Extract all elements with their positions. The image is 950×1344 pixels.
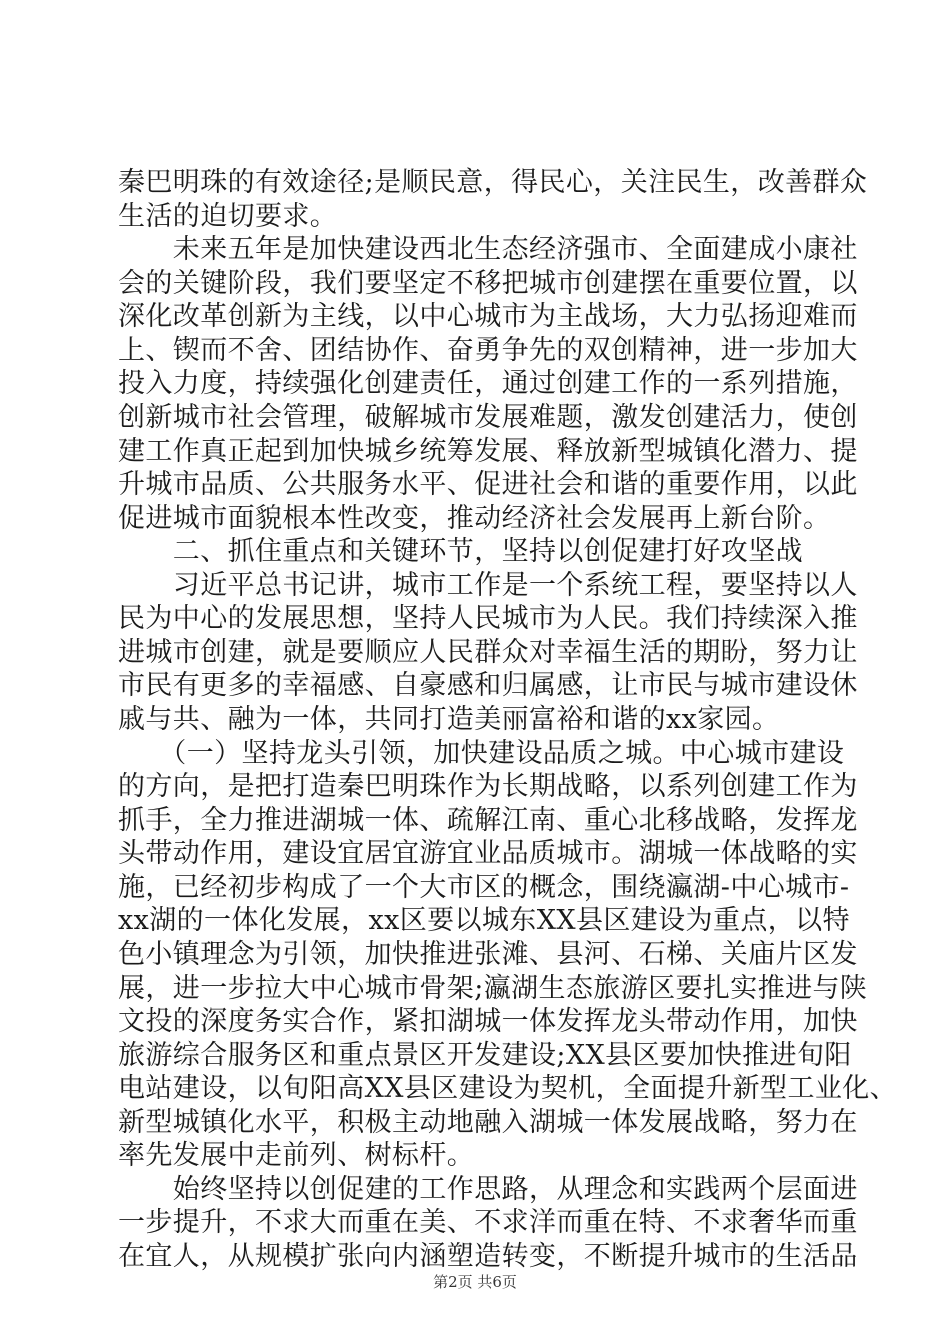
text-line: 上、锲而不舍、团结协作、奋勇争先的双创精神，进一步加大 — [118, 335, 858, 366]
text-line: 秦巴明珠的有效途径;是顺民意，得民心，关注民生，改善群众 — [118, 167, 868, 198]
text-line: （一）坚持龙头引领，加快建设品质之城。中心城市建设 — [118, 738, 845, 769]
text-line: 施，已经初步构成了一个大市区的概念，围绕瀛湖-中心城市- — [118, 872, 850, 903]
text-line: 电站建设，以旬阳高XX县区建设为契机，全面提升新型工业化、 — [118, 1073, 898, 1104]
text-line: 会的关键阶段，我们要坚定不移把城市创建摆在重要位置，以 — [118, 268, 858, 299]
text-line: 习近平总书记讲，城市工作是一个系统工程，要坚持以人 — [118, 570, 858, 601]
text-line: 进城市创建，就是要顺应人民群众对幸福生活的期盼，努力让 — [118, 637, 858, 668]
text-line: 市民有更多的幸福感、自豪感和归属感，让市民与城市建设休 — [118, 670, 858, 701]
text-line: 的方向，是把打造秦巴明珠作为长期战略，以系列创建工作为 — [118, 771, 858, 802]
text-line: 创新城市社会管理，破解城市发展难题，激发创建活力，使创 — [118, 402, 858, 433]
text-line: 始终坚持以创促建的工作思路，从理念和实践两个层面进 — [118, 1174, 858, 1205]
text-line: 建工作真正起到加快城乡统筹发展、释放新型城镇化潜力、提 — [118, 436, 858, 467]
text-line: 未来五年是加快建设西北生态经济强市、全面建成小康社 — [118, 234, 858, 265]
text-line: 戚与共、融为一体，共同打造美丽富裕和谐的xx家园。 — [118, 704, 780, 735]
text-line: 新型城镇化水平，积极主动地融入湖城一体发展战略，努力在 — [118, 1107, 858, 1138]
text-line: 民为中心的发展思想，坚持人民城市为人民。我们持续深入推 — [118, 603, 858, 634]
text-line: 头带动作用，建设宜居宜游宜业品质城市。湖城一体战略的实 — [118, 838, 858, 869]
text-line: 深化改革创新为主线，以中心城市为主战场，大力弘扬迎难而 — [118, 301, 858, 332]
text-line: 投入力度，持续强化创建责任，通过创建工作的一系列措施， — [118, 368, 858, 399]
text-line: 促进城市面貌根本性改变，推动经济社会发展再上新台阶。 — [118, 503, 831, 534]
text-line: 展，进一步拉大中心城市骨架;瀛湖生态旅游区要扎实推进与陕 — [118, 973, 868, 1004]
text-line: 率先发展中走前列、树标杆。 — [118, 1140, 475, 1171]
text-line: xx湖的一体化发展，xx区要以城东XX县区建设为重点，以特 — [118, 905, 850, 936]
text-line: 文投的深度务实合作，紧扣湖城一体发挥龙头带动作用，加快 — [118, 1006, 858, 1037]
text-line: 旅游综合服务区和重点景区开发建设;XX县区要加快推进旬阳 — [118, 1040, 852, 1071]
text-line: 色小镇理念为引领，加快推进张滩、县河、石梯、关庙片区发 — [118, 939, 858, 970]
page-number-footer: 第2页 共6页 — [433, 1273, 517, 1291]
text-line: 在宜人，从规模扩张向内涵塑造转变，不断提升城市的生活品 — [118, 1241, 858, 1272]
text-line: 生活的迫切要求。 — [118, 201, 338, 232]
text-line: 抓手，全力推进湖城一体、疏解江南、重心北移战略，发挥龙 — [118, 805, 858, 836]
text-line: 一步提升，不求大而重在美、不求洋而重在特、不求奢华而重 — [118, 1207, 858, 1238]
section-heading: 二、抓住重点和关键环节，坚持以创促建打好攻坚战 — [118, 536, 803, 567]
text-line: 升城市品质、公共服务水平、促进社会和谐的重要作用，以此 — [118, 469, 858, 500]
